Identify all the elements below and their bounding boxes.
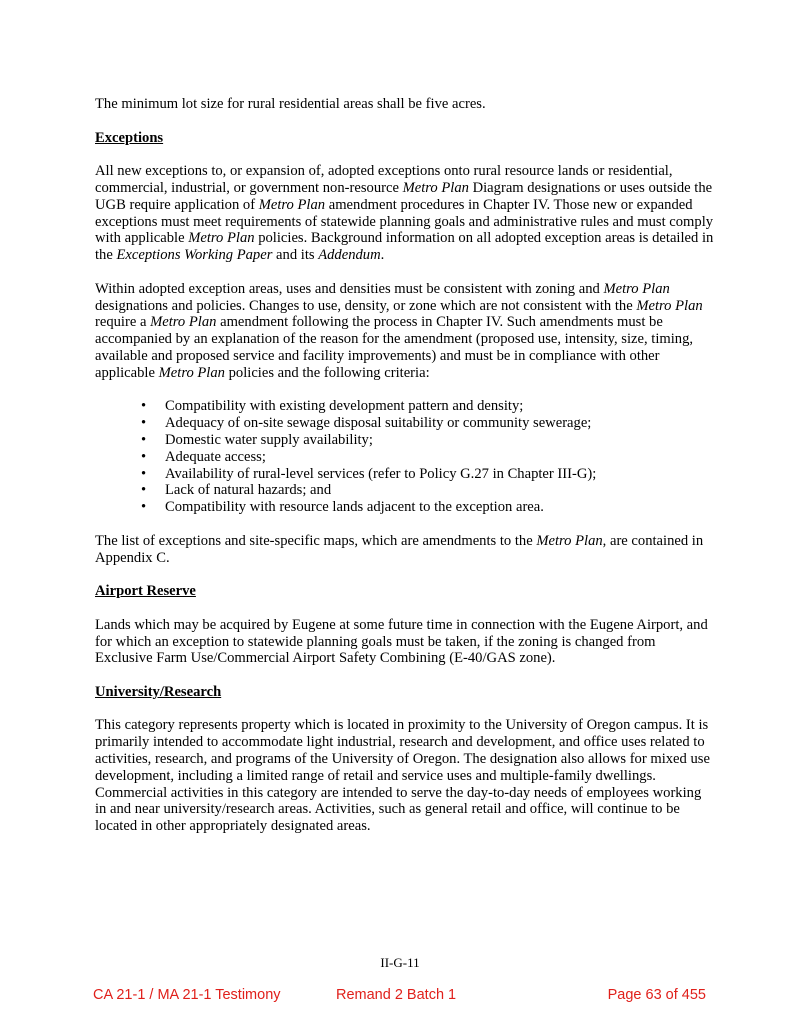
- university-research-heading: University/Research: [95, 683, 222, 700]
- page-number: II-G-11: [380, 955, 420, 970]
- exceptions-paragraph-3: The list of exceptions and site-specific maps, which are amendments to the Metro Plan, are contained in Appendix C.: [95, 532, 704, 566]
- list-item: • Compatibility with resource lands adjacent to the exception area.: [165, 499, 715, 516]
- document-page: [95, 96, 715, 835]
- airport-reserve-paragraph: Lands which may be acquired by Eugene at some future time in connection with the Eugene Airport, and for which an exception to statewide planning goals must be taken, if the zoning is changed from Exclusive Farm Use/Commercial Airport Safety Combining (E-40/GAS zone).: [95, 616, 708, 667]
- footer-page-count: Page 63 of 455: [607, 987, 706, 1003]
- university-research-paragraph: This category represents property which is located in proximity to the University of Oregon campus. It is primarily intended to accommodate light industrial, research and development, and office uses related to activities, research, and programs of the University of Oregon. The designation also allows for mixed use development, including a limited range of retail and service uses and multiple-family dwellings. Commercial activities in this category are intended to serve the day-to-day needs of employees working in and near university/research areas. Activities, such as general retail and office, will continue to be located in other appropriately designated areas.: [95, 717, 710, 835]
- exceptions-paragraph-1: All new exceptions to, or expansion of, adopted exceptions onto rural resource lands or residential, commercial, industrial, or government non-resource Metro Plan Diagram designations or uses outside the UGB require application of Metro Plan amendment procedures in Chapter IV. Those new or expanded exceptions must meet requirements of statewide planning goals and administrative rules and must comply with applicable Metro Plan policies. Background information on all adopted exception areas is detailed in the Exceptions Working Paper and its Addendum.: [95, 163, 714, 264]
- airport-reserve-heading: Airport Reserve: [95, 583, 196, 600]
- exceptions-heading: Exceptions: [95, 129, 164, 146]
- list-item: • Lack of natural hazards; and: [165, 482, 715, 499]
- footer-case-label: CA 21-1 / MA 21-1 Testimony: [93, 987, 281, 1003]
- list-item: • Adequate access;: [165, 449, 715, 466]
- footer-batch-label: Remand 2 Batch 1: [336, 987, 457, 1003]
- list-item: • Domestic water supply availability;: [165, 432, 715, 449]
- criteria-list: [95, 398, 715, 516]
- list-item: • Adequacy of on-site sewage disposal suitability or community sewerage;: [165, 415, 715, 432]
- intro-paragraph: The minimum lot size for rural residential areas shall be five acres.: [95, 96, 486, 112]
- footer: [93, 987, 706, 1007]
- list-item: • Compatibility with existing development pattern and density;: [165, 398, 715, 415]
- exceptions-paragraph-2: Within adopted exception areas, uses and densities must be consistent with zoning and Metro Plan designations and policies. Changes to use, density, or zone which are not consistent with the Metro Plan require a Metro Plan amendment following the process in Chapter IV. Such amendments must be accompanied by an explanation of the reason for the amendment (proposed use, intensity, size, timing, available and proposed service and facility improvements) and must be in compliance with other applicable Metro Plan policies and the following criteria:: [95, 280, 703, 381]
- list-item: • Availability of rural-level services (refer to Policy G.27 in Chapter III-G);: [165, 466, 715, 483]
